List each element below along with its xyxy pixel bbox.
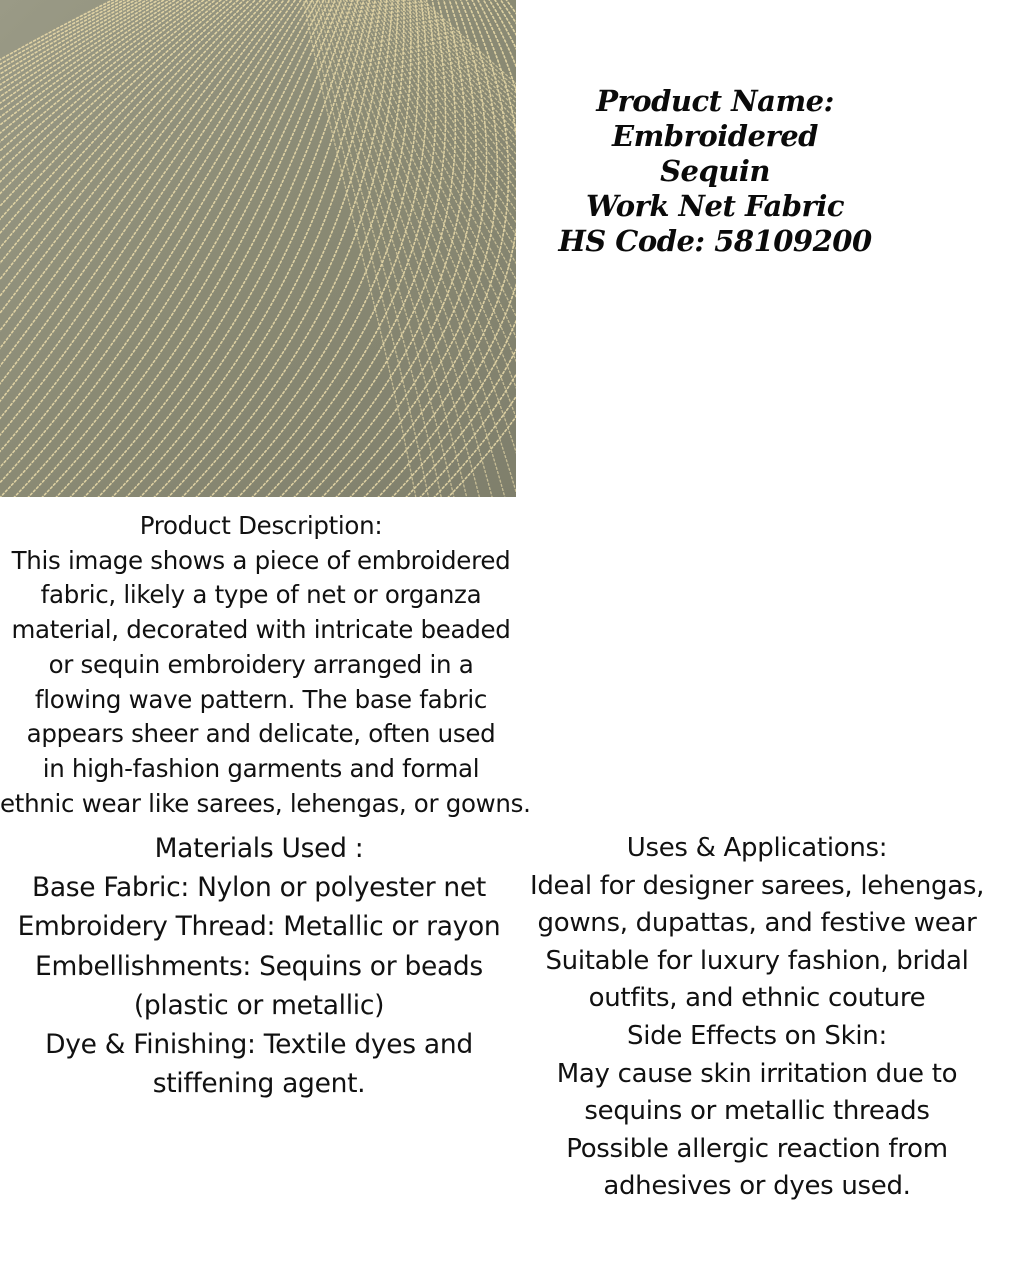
product-name-heading (520, 84, 910, 259)
uses-heading: Uses & Applications: (626, 833, 888, 863)
product-description (0, 509, 531, 821)
uses-section (508, 830, 1006, 1206)
uses-line: Suitable for luxury fashion, bridal (545, 945, 969, 976)
materials-heading: Materials Used : (154, 833, 364, 864)
product-name-line: Product Name: Embroidered (596, 84, 834, 153)
description-line: This image shows a piece of embroidered (11, 545, 511, 575)
side-effects-line: adhesives or dyes used. (603, 1171, 911, 1202)
description-line: fabric, likely a type of net or organza (40, 580, 482, 610)
materials-line: Dye & Finishing: Textile dyes and (45, 1029, 473, 1061)
materials-line: Base Fabric: Nylon or polyester net (31, 872, 487, 904)
hs-code-line: HS Code: 58109200 (558, 224, 872, 258)
description-line: material, decorated with intricate beaded (11, 615, 511, 645)
side-effects-line: sequins or metallic threads (584, 1096, 930, 1127)
fabric-pattern-image (0, 0, 516, 497)
materials-line: Embellishments: Sequins or beads (35, 950, 483, 982)
description-line: flowing wave pattern. The base fabric (34, 684, 488, 714)
uses-line: outfits, and ethnic couture (588, 983, 926, 1014)
description-line: or sequin embroidery arranged in a (48, 649, 474, 679)
side-effects-line: Possible allergic reaction from (566, 1133, 948, 1164)
side-effects-heading: Side Effects on Skin: (627, 1020, 887, 1051)
uses-line: Ideal for designer sarees, lehengas, (529, 870, 985, 901)
side-effects-line: May cause skin irritation due to (556, 1058, 958, 1089)
materials-line: Embroidery Thread: Metallic or rayon (17, 911, 501, 943)
product-name-line: Sequin (660, 154, 770, 188)
fabric-photo (0, 0, 516, 497)
description-line: in high-fashion garments and formal (42, 753, 480, 783)
uses-line: gowns, dupattas, and festive wear (537, 908, 977, 939)
description-line: ethnic wear like sarees, lehengas, or gowns. (0, 788, 531, 818)
materials-line: (plastic or metallic) (133, 989, 385, 1021)
description-heading: Product Description: (139, 511, 383, 540)
product-name-line: Work Net Fabric (586, 189, 844, 223)
description-line: appears sheer and delicate, often used (26, 719, 496, 749)
materials-line: stiffening agent. (152, 1068, 366, 1100)
materials-section (0, 829, 518, 1103)
